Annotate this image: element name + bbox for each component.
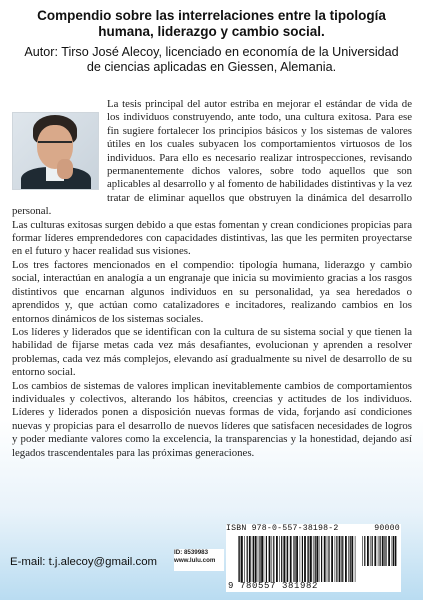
paragraph-5: Los cambios de sistemas de valores implican inevitablemente cambios de comportamientos individuales y colectivos, alterando los hábitos, creencias y actitudes de los individuos. Líderes y liderados ponen a disposición nuevas formas de vida, forjando así condiciones nuevas y propicias para el desarrollo de nuevos líderes que satisfacen necesidades de logros y poder mediante valores como la excelencia, la transparencias y la honestidad, dejando así legados trascendentales para las próximas generaciones. — [12, 379, 412, 459]
barcode-bar — [261, 536, 263, 582]
author-photo-hand — [57, 159, 73, 179]
barcode-bar — [241, 536, 243, 582]
lulu-id: ID: 8539983 — [174, 549, 209, 556]
book-title: Compendio sobre las interrelaciones entre la tipología humana, liderazgo y cambio social. — [37, 8, 386, 39]
ean-barcode — [238, 536, 356, 582]
barcode-bar — [341, 536, 342, 582]
barcode-bar — [247, 536, 248, 582]
paragraph-1-text: La tesis principal del autor estriba en mejorar el estándar de vida de los individuos construyendo, ante todo, una cultura exitosa. Para ese fin sugiere fortalecer los principios básicos y los sistemas de valores útiles en los cuales subyacen los comportamientos virtuosos de los individuos. Para ello es necesario realizar introspecciones, revisando permanentemente dichos valores, sobre todo aquellos que son aplicables al desarrollo y al fomento de habilidades distintivas y la vez tratar de eliminar aquellos que obstruyen la dinámica del desarrollo personal. — [12, 98, 412, 218]
barcode-bar — [364, 536, 365, 566]
barcode-bar — [294, 536, 295, 582]
barcode-bar — [331, 536, 333, 582]
barcode-bar — [307, 536, 308, 582]
barcode-bar — [392, 536, 393, 566]
ean-digits: 9 780557 381982 — [228, 581, 319, 591]
barcode-bar — [300, 536, 301, 582]
barcode-bar — [342, 536, 343, 582]
barcode-bar — [355, 536, 356, 582]
isbn-label: ISBN 978-0-557-38198-2 — [226, 524, 339, 533]
barcode-bar — [296, 536, 298, 582]
barcode-bar — [374, 536, 376, 566]
barcode-bar — [281, 536, 282, 582]
barcode-bar — [239, 536, 240, 582]
barcode-bar — [327, 536, 328, 582]
barcode-bar — [238, 536, 239, 582]
barcode-bar — [348, 536, 349, 582]
barcode-bar — [258, 536, 259, 582]
barcode-bar — [269, 536, 271, 582]
barcode-bar — [370, 536, 371, 566]
barcode-bar — [385, 536, 386, 566]
barcode-bar — [313, 536, 314, 582]
barcode-bar — [302, 536, 303, 582]
addon-barcode — [362, 536, 398, 566]
barcode-bar — [350, 536, 351, 582]
barcode-bar — [266, 536, 267, 582]
barcode-bar — [378, 536, 379, 566]
barcode-bar — [362, 536, 363, 566]
lulu-site: www.lulu.com — [174, 556, 216, 564]
barcode-bar — [351, 536, 353, 582]
barcode-bar — [315, 536, 316, 582]
paragraph-2: Las culturas exitosas surgen debido a que estas fomentan y crean condiciones propicias para formar líderes emprendedores con capacidades distintivas, las que les permiten proyectarse en el futuro y hacer realidad sus visiones. — [12, 218, 412, 258]
barcode-bar — [372, 536, 373, 566]
barcode-bar — [388, 536, 390, 566]
paragraph-4: Los líderes y liderados que se identifican con la cultura de su sistema social y que tienen la habilidad de fijarse metas cada vez más desafiantes, evolucionan y aprenden a resolver problemas, cada vez más complejos, elevando así gradualmente su nivel de desarrollo de su entorno social. — [12, 325, 412, 379]
barcode-bar — [287, 536, 288, 582]
barcode-bar — [273, 536, 274, 582]
barcode-bar — [382, 536, 384, 566]
barcode-bar — [249, 536, 251, 582]
barcode-bar — [319, 536, 320, 582]
price-code: 90000 — [374, 524, 400, 533]
barcode-bar — [283, 536, 285, 582]
barcode-bar — [252, 536, 253, 582]
barcode-bar — [345, 536, 347, 582]
barcode-bar — [253, 536, 254, 582]
barcode-bar — [328, 536, 329, 582]
synopsis-body — [12, 98, 412, 460]
author-line: Autor: Tirso José Alecoy, licenciado en economía de la Universidad de ciencias aplicadas en Giessen, Alemania. — [24, 45, 399, 74]
barcode-bar — [339, 536, 341, 582]
author-photo-glasses — [38, 141, 72, 151]
barcode-bar — [384, 536, 385, 566]
barcode-bar — [244, 536, 245, 582]
barcode-bar — [321, 536, 322, 582]
barcode-bar — [367, 536, 369, 566]
barcode-bar — [286, 536, 287, 582]
barcode-bar — [316, 536, 318, 582]
barcode-bar — [380, 536, 381, 566]
barcode-bar — [272, 536, 273, 582]
author-email: E-mail: t.j.alecoy@gmail.com — [10, 556, 158, 568]
barcode-bar — [290, 536, 292, 582]
barcode-bar — [308, 536, 309, 582]
barcode-bar — [264, 536, 265, 582]
barcode-bar — [336, 536, 337, 582]
barcode-bar — [276, 536, 278, 582]
isbn-barcode-box — [226, 524, 401, 592]
barcode-bar — [293, 536, 294, 582]
paragraph-3: Los tres factores mencionados en el compendio: tipología humana, liderazgo y cambio social, interactúan en analogía a un engranaje que inicia su movimiento gracias a los rasgos distintivos que encarnan algunos individuos en su personalidad, ya sea heredados o aprendidos y, que actúan como catalizadores e incitadores, realizando cambios en los entornos dinámicos de los sistemas sociales. — [12, 258, 412, 325]
author-photo — [12, 112, 99, 190]
barcode-bar — [395, 536, 397, 566]
isbn-line — [226, 524, 401, 533]
barcode-bar — [324, 536, 326, 582]
barcode-bar — [255, 536, 257, 582]
paragraph-1 — [12, 98, 412, 219]
barcode-bar — [393, 536, 394, 566]
barcode-bar — [335, 536, 336, 582]
barcode-bar — [259, 536, 260, 582]
barcode-bar — [279, 536, 280, 582]
barcode-bar — [310, 536, 312, 582]
lulu-id-box — [174, 549, 224, 571]
barcode-bar — [304, 536, 306, 582]
